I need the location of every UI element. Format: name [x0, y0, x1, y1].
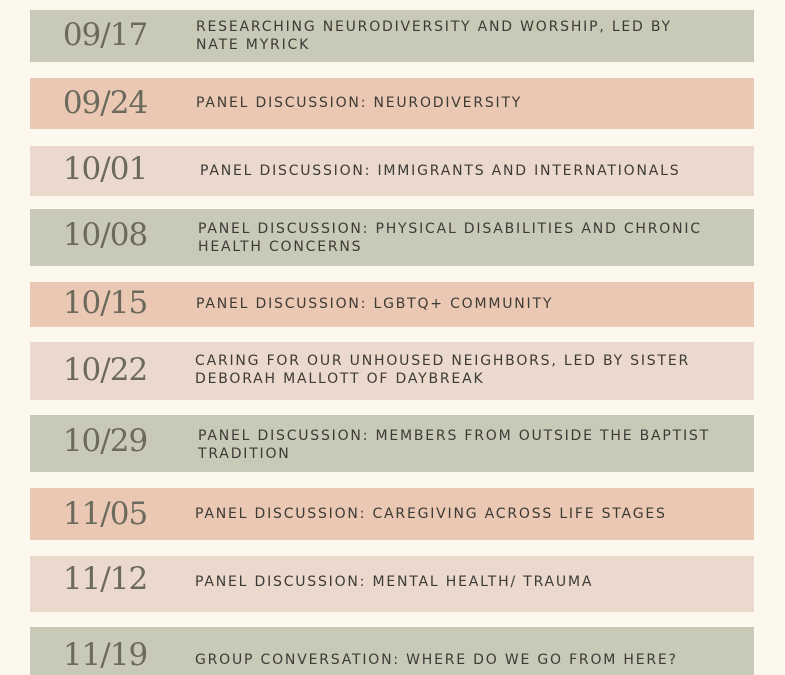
session-date: 10/22	[62, 352, 148, 388]
session-date: 10/01	[62, 151, 148, 187]
session-date: 11/19	[62, 637, 148, 673]
session-title: PANEL DISCUSSION: MEMBERS FROM OUTSIDE THE BAPTIST TRADITION	[198, 428, 710, 462]
schedule-row	[30, 556, 754, 612]
session-date: 11/05	[62, 496, 148, 532]
session-title: PANEL DISCUSSION: CAREGIVING ACROSS LIFE STAGES	[195, 506, 667, 522]
session-title: PANEL DISCUSSION: IMMIGRANTS AND INTERNATIONALS	[200, 163, 681, 179]
session-date: 10/29	[62, 423, 148, 459]
session-date: 10/15	[62, 285, 148, 321]
session-title: CARING FOR OUR UNHOUSED NEIGHBORS, LED BY SISTER DEBORAH MALLOTT OF DAYBREAK	[195, 353, 691, 387]
session-title: RESEARCHING NEURODIVERSITY AND WORSHIP, LED BY NATE MYRICK	[196, 19, 672, 53]
schedule-row	[30, 10, 754, 62]
session-date: 09/17	[62, 17, 148, 53]
session-title: GROUP CONVERSATION: WHERE DO WE GO FROM HERE?	[195, 652, 678, 668]
schedule-row	[30, 342, 754, 400]
schedule-row	[30, 488, 754, 540]
session-title: PANEL DISCUSSION: LGBTQ+ COMMUNITY	[196, 296, 554, 312]
session-date: 10/08	[62, 217, 148, 253]
session-date: 11/12	[62, 561, 148, 597]
schedule-row	[30, 415, 754, 472]
schedule-row	[30, 627, 754, 675]
session-title: PANEL DISCUSSION: MENTAL HEALTH/ TRAUMA	[195, 574, 594, 590]
schedule-row	[30, 209, 754, 266]
schedule-row	[30, 146, 754, 196]
session-title: PANEL DISCUSSION: NEURODIVERSITY	[196, 95, 523, 111]
session-title: PANEL DISCUSSION: PHYSICAL DISABILITIES AND CHRONIC HEALTH CONCERNS	[198, 221, 702, 255]
session-date: 09/24	[62, 85, 148, 121]
schedule-row	[30, 282, 754, 327]
schedule-row	[30, 78, 754, 129]
